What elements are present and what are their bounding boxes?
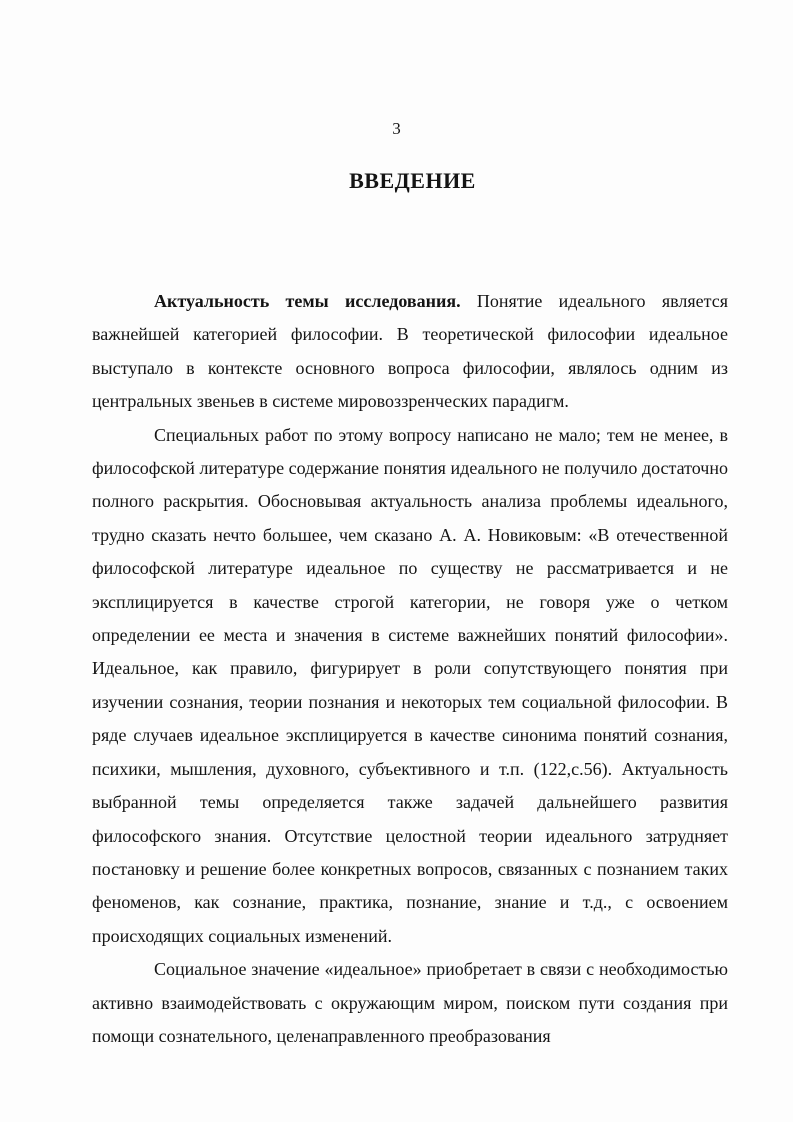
paragraph-text: Социальное значение «идеальное» приобретает в связи с необходимостью активно взаимодействовать с окружающим миром, поиском пути создания при помощи сознательного, целенаправленного преобразования: [92, 959, 728, 1046]
page-title: ВВЕДЕНИЕ: [349, 168, 476, 193]
paragraph-relevance: [92, 285, 728, 419]
page-number: 3: [392, 119, 401, 138]
paragraph-social-meaning: [92, 953, 728, 1053]
paragraph-lead: Актуальность темы исследования.: [154, 291, 461, 311]
paragraph-special-works: [92, 419, 728, 954]
paragraph-text: Понятие идеального является важнейшей категорией философии. В теоретической философии идеальное выступало в контексте основного вопроса философии, являлось одним из центральных звеньев в системе мировоззренческих парадигм.: [92, 291, 729, 412]
body-text: [92, 285, 728, 1053]
paragraph-text: Специальных работ по этому вопросу написано не мало; тем не менее, в философской литературе содержание понятия идеального не получило достаточно полного раскрытия. Обосновывая актуальность анализа проблемы идеального, трудно сказать нечто большее, чем сказано А. А. Новиковым: «В отечественной философской литературе идеальное по существу не рассматривается и не эксплицируется в качестве строгой категории, не говоря уже о четком определении ее места и значения в системе важнейших понятий философии». Идеальное, как правило, фигурирует в роли сопутствующего понятия при изучении сознания, теории познания и некоторых тем социальной философии. В ряде случаев идеальное эксплицируется в качестве синонима понятий сознания, психики, мышления, духовного, субъективного и т.п. (122,с.56). Актуальность выбранной темы определяется также задачей дальнейшего развития философского знания. Отсутствие целостной теории идеального затрудняет постановку и решение более конкретных вопросов, связанных с познанием таких феноменов, как сознание, практика, познание, знание и т.д., с освоением происходящих социальных изменений.: [92, 424, 728, 946]
